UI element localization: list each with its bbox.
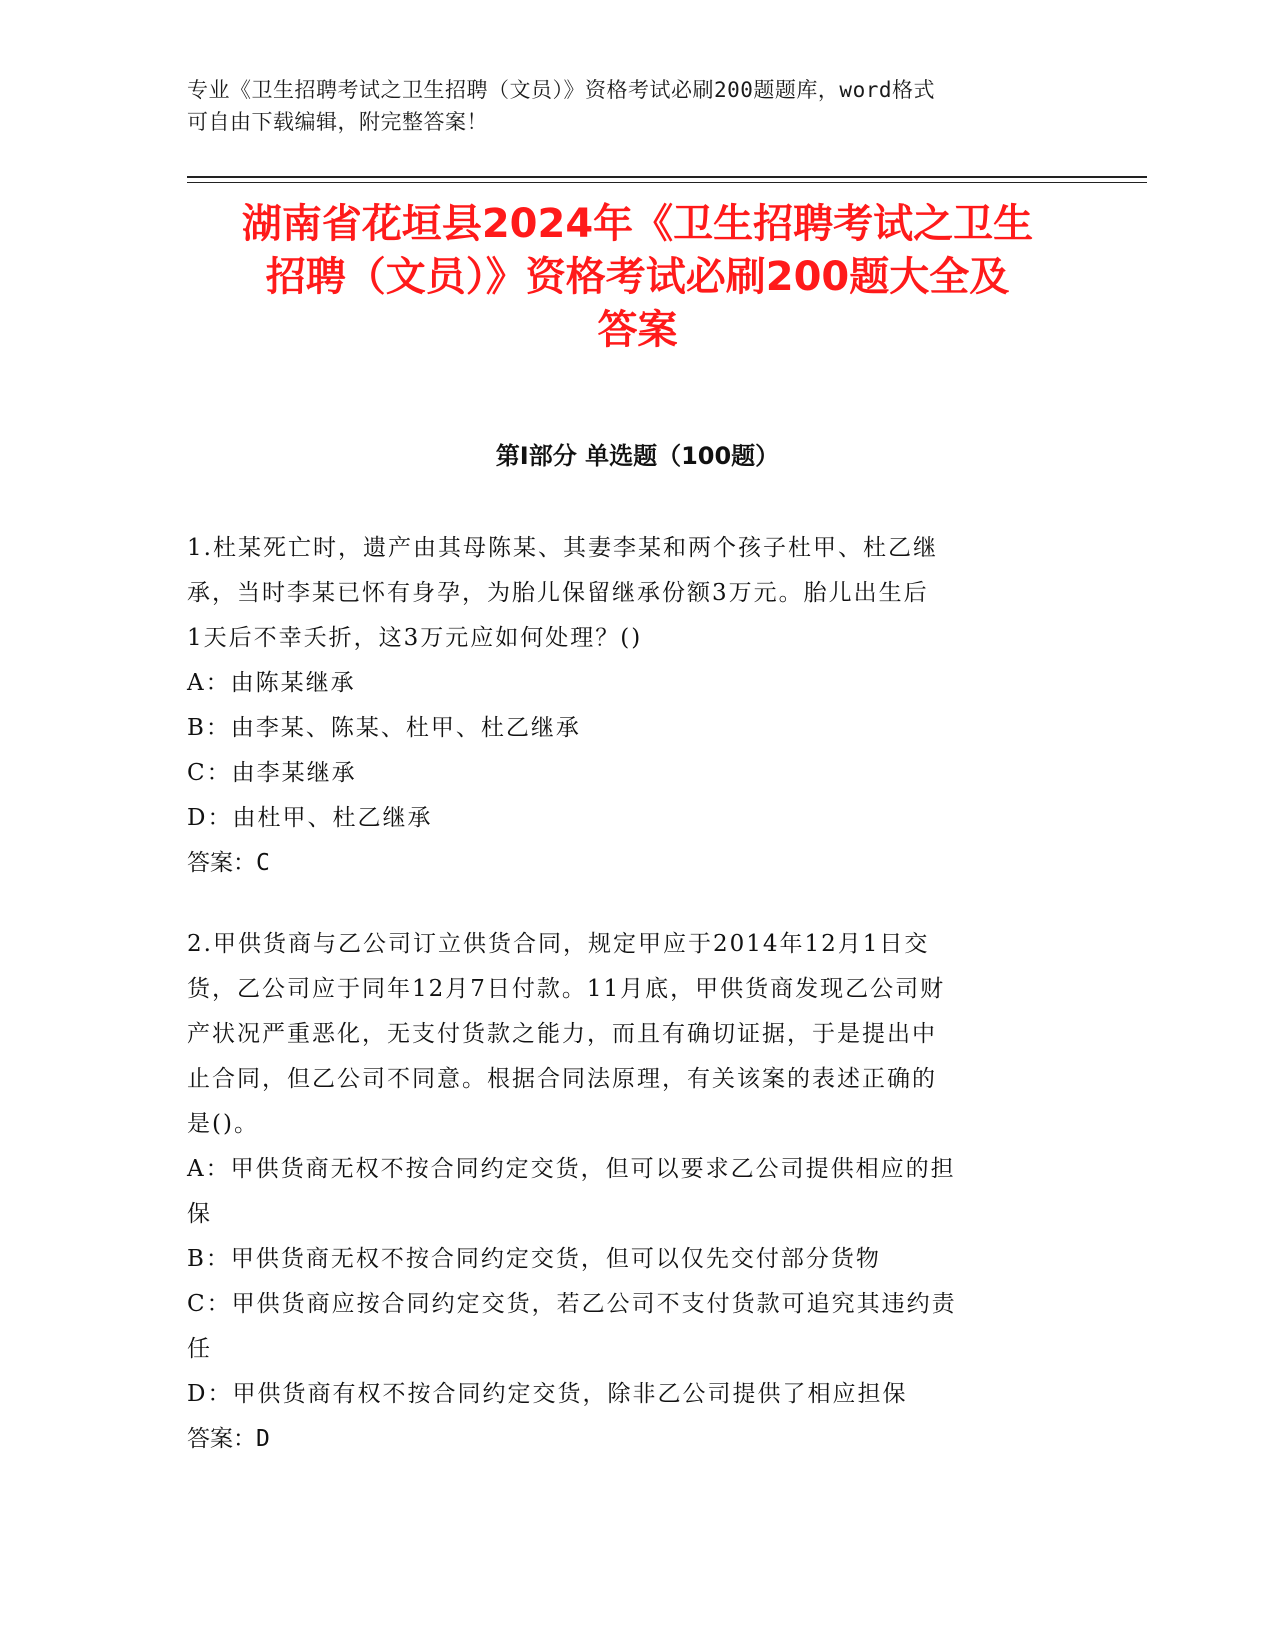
option-a: A：由陈某继承 [187,670,356,696]
question-2 [187,922,1067,1462]
option-d: D：由杜甲、杜乙继承 [187,805,433,831]
option-b: B：甲供货商无权不按合同约定交货，但可以仅先交付部分货物 [187,1246,881,1272]
document-title [150,198,1125,357]
option-c: C：由李某继承 [187,760,357,786]
option-a: A：甲供货商无权不按合同约定交货，但可以要求乙公司提供相应的担 [187,1156,956,1182]
document-title-line-3: 答案 [597,307,678,353]
option-d: D：甲供货商有权不按合同约定交货，除非乙公司提供了相应担保 [187,1381,908,1407]
document-title-line-2: 招聘（文员）》资格考试必刷200题大全及 [265,254,1010,300]
question-stem-line: 1天后不幸夭折，这3万元应如何处理？() [187,625,643,651]
option-b: B：由李某、陈某、杜甲、杜乙继承 [187,715,581,741]
header-note-line-1: 专业《卫生招聘考试之卫生招聘（文员）》资格考试必刷200题题库，word格式 [187,78,935,102]
answer-value: D [256,1426,270,1452]
question-stem-line: 2.甲供货商与乙公司订立供货合同，规定甲应于2014年12月1日交 [187,931,930,957]
question-list [187,526,1067,1498]
section-heading: 第Ⅰ部分 单选题（100题） [495,442,780,470]
header-divider-thick [187,176,1147,178]
answer-label: 答案： [187,850,256,876]
question-stem-line: 承，当时李某已怀有身孕，为胎儿保留继承份额3万元。胎儿出生后 [187,580,929,606]
question-stem-line: 产状况严重恶化，无支付货款之能力，而且有确切证据，于是提出中 [187,1021,937,1047]
option-c: C：甲供货商应按合同约定交货，若乙公司不支付货款可追究其违约责 [187,1291,957,1317]
question-stem-line: 1.杜某死亡时，遗产由其母陈某、其妻李某和两个孩子杜甲、杜乙继 [187,535,938,561]
header-divider-thin [187,182,1147,183]
option-c-continuation: 任 [187,1336,212,1362]
answer-line [187,1417,1067,1462]
question-1 [187,526,1067,886]
header-note-line-2: 可自由下载编辑，附完整答案！ [187,110,488,134]
header-note [187,74,1067,138]
document-title-line-1: 湖南省花垣县2024年《卫生招聘考试之卫生 [241,201,1034,247]
answer-line [187,841,1067,886]
answer-label: 答案： [187,1426,256,1452]
option-a-continuation: 保 [187,1201,212,1227]
answer-value: C [256,850,270,876]
question-stem-line: 止合同，但乙公司不同意。根据合同法原理，有关该案的表述正确的 [187,1066,937,1092]
question-stem-line: 是()。 [187,1111,259,1137]
question-stem-line: 货，乙公司应于同年12月7日付款。11月底，甲供货商发现乙公司财 [187,976,946,1002]
